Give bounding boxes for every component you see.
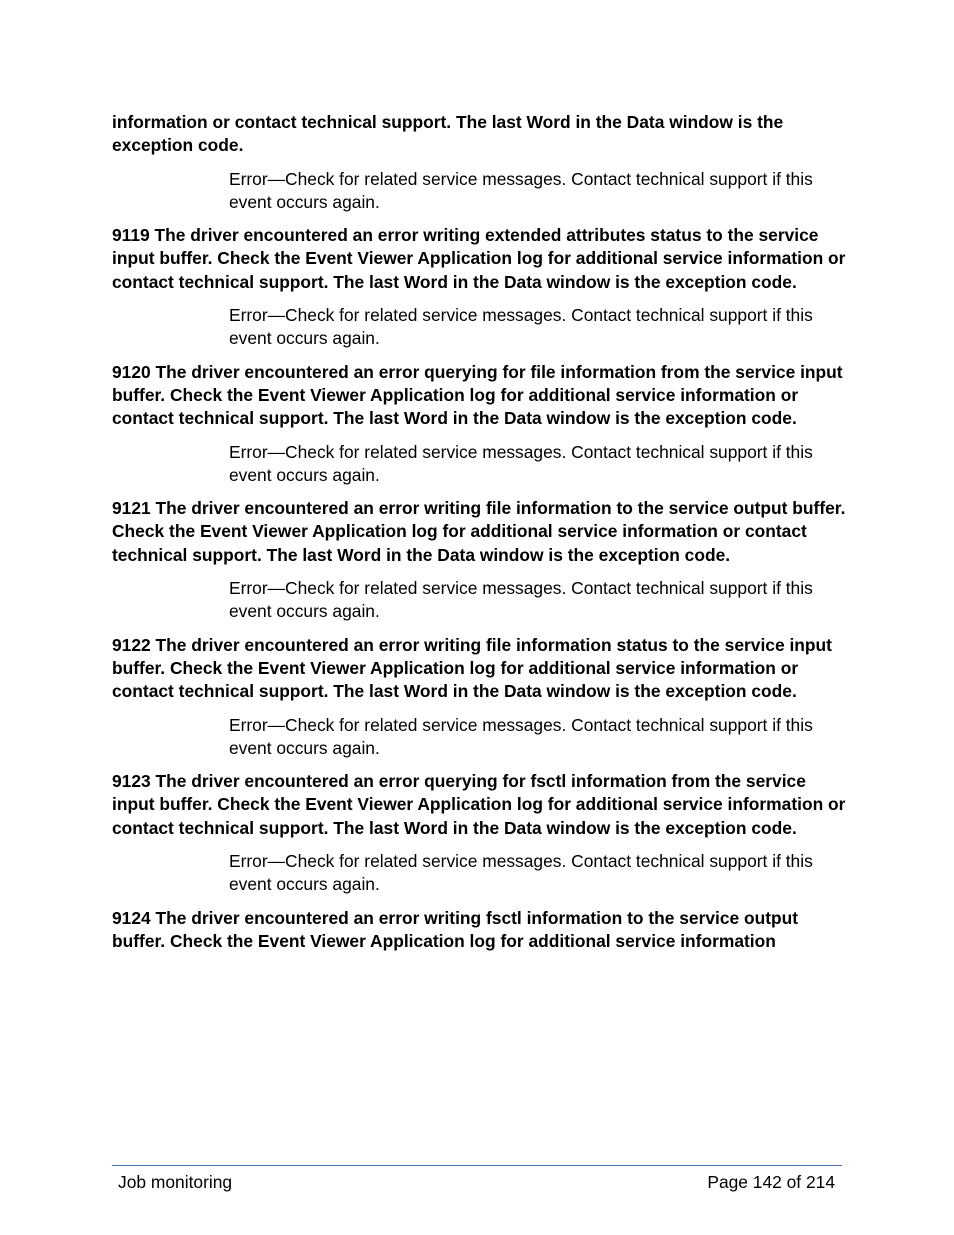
event-heading: 9119 The driver encountered an error writing extended attributes status to the service input buffer. Check the Event Viewer Application log for additional service information or contact technical support. The last Word in the Data window is the exception code. — [112, 225, 846, 292]
event-heading: 9123 The driver encountered an error querying for fsctl information from the service input buffer. Check the Event Viewer Application log for additional service information or contact technical support. The last Word in the Data window is the exception code. — [112, 771, 846, 838]
event-heading: 9122 The driver encountered an error writing file information status to the service input buffer. Check the Event Viewer Application log for additional service information or contact technical support. The last Word in the Data window is the exception code. — [112, 634, 832, 702]
event-description: Error—Check for related service messages. Contact technical support if this event occurs again. — [229, 851, 813, 895]
event-heading: 9124 The driver encountered an error writing fsctl information to the service output buffer. Check the Event Viewer Application log for additional service information — [112, 907, 799, 951]
event-description: Error—Check for related service messages. Contact technical support if this event occurs again. — [229, 578, 813, 622]
event-heading: 9121 The driver encountered an error writing file information to the service output buffer. Check the Event Viewer Application log for additional service information or contact technical support. The last Word in the Data window is the exception code. — [112, 498, 846, 565]
event-heading: 9120 The driver encountered an error querying for file information from the service input buffer. Check the Event Viewer Application log for additional service information or contact technical support. The last Word in the Data window is the exception code. — [112, 361, 843, 429]
event-description: Error—Check for related service messages. Contact technical support if this event occurs again. — [229, 714, 813, 758]
event-description: Error—Check for related service messages. Contact technical support if this event occurs again. — [229, 305, 813, 349]
event-description: Error—Check for related service messages. Contact technical support if this event occurs again. — [229, 168, 813, 212]
event-heading: information or contact technical support. The last Word in the Data window is the exception code. — [112, 112, 784, 156]
footer-section-title: Job monitoring — [118, 1172, 233, 1192]
event-description: Error—Check for related service messages. Contact technical support if this event occurs again. — [229, 441, 813, 485]
footer-page-number: Page 142 of 214 — [707, 1172, 835, 1192]
footer-divider — [112, 1165, 842, 1166]
document-body — [112, 111, 847, 963]
